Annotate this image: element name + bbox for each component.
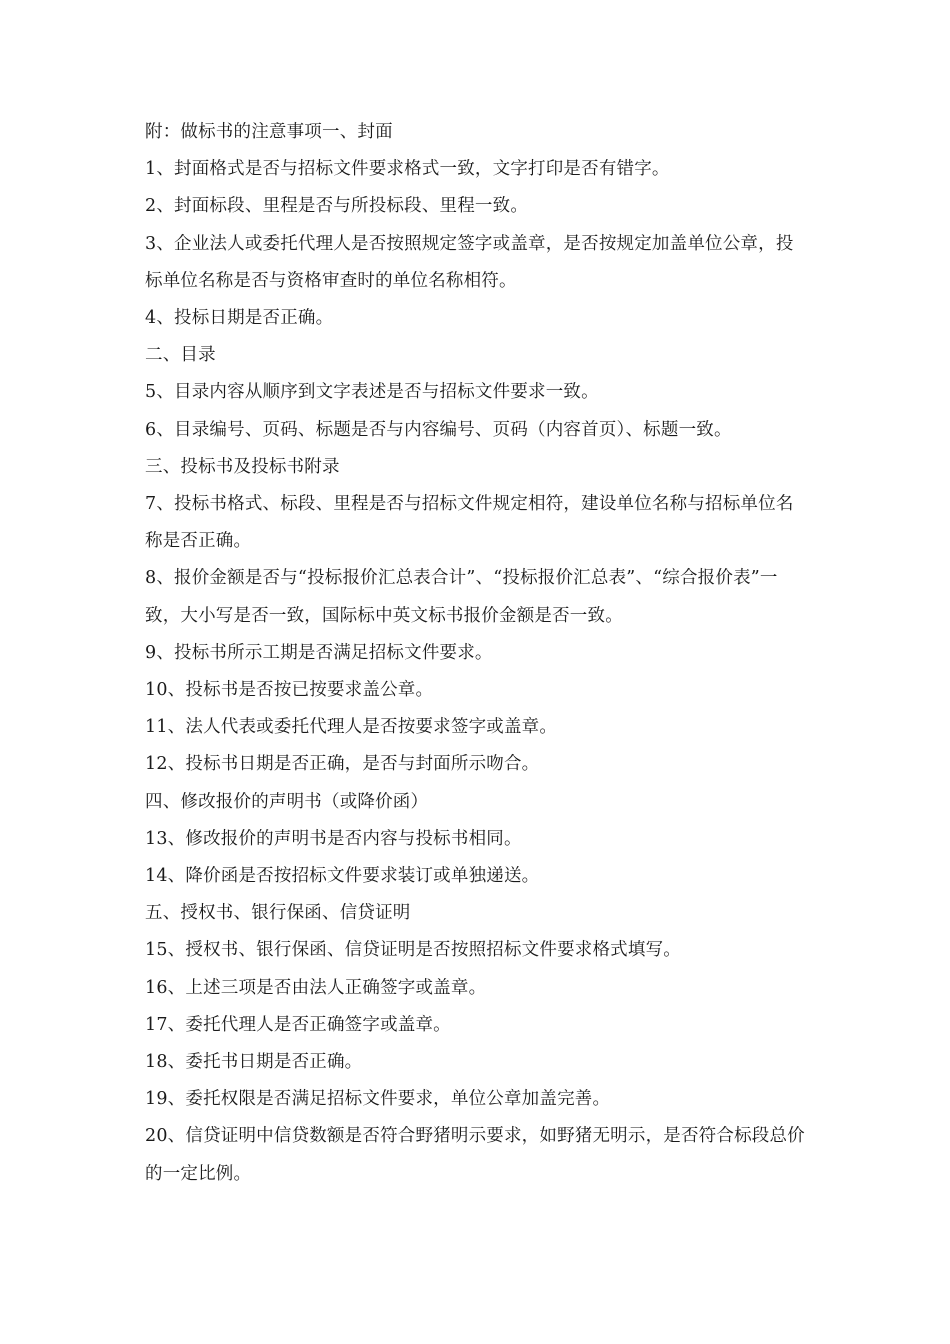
- heading-contents: 二、目录: [145, 345, 216, 366]
- heading-price-revision: 四、修改报价的声明书（或降价函）: [145, 791, 429, 812]
- item-20: 20、信贷证明中信贷数额是否符合野猪明示要求，如野猪无明示，是否符合标段总价的一定比例。: [145, 1126, 805, 1184]
- heading-bid-letter: 三、投标书及投标书附录: [145, 456, 340, 477]
- item-4: 4、投标日期是否正确。: [145, 308, 334, 329]
- heading-cover: 附：做标书的注意事项一、封面: [145, 122, 393, 142]
- item-19: 19、委托权限是否满足招标文件要求，单位公章加盖完善。: [145, 1089, 611, 1110]
- document-body: [145, 114, 810, 1193]
- item-3: 3、企业法人或委托代理人是否按照规定签字或盖章，是否按规定加盖单位公章，投标单位名称是否与资格审查时的单位名称相符。: [145, 233, 794, 291]
- item-13: 13、修改报价的声明书是否内容与投标书相同。: [145, 828, 522, 849]
- item-14: 14、降价函是否按招标文件要求装订或单独递送。: [145, 866, 540, 887]
- item-8: 8、报价金额是否与“投标报价汇总表合计”、“投标报价汇总表”、“综合报价表”一致，大小写是否一致，国际标中英文标书报价金额是否一致。: [145, 568, 778, 626]
- item-16: 16、上述三项是否由法人正确签字或盖章。: [145, 977, 487, 998]
- item-15: 15、授权书、银行保函、信贷证明是否按照招标文件要求格式填写。: [145, 940, 681, 961]
- item-1: 1、封面格式是否与招标文件要求格式一致，文字打印是否有错字。: [145, 159, 670, 180]
- item-5: 5、目录内容从顺序到文字表述是否与招标文件要求一致。: [145, 382, 599, 403]
- item-17: 17、委托代理人是否正确签字或盖章。: [145, 1014, 451, 1035]
- item-18: 18、委托书日期是否正确。: [145, 1052, 363, 1073]
- item-7: 7、投标书格式、标段、里程是否与招标文件规定相符，建设单位名称与招标单位名称是否正确。: [145, 494, 794, 552]
- item-2: 2、封面标段、里程是否与所投标段、里程一致。: [145, 196, 529, 217]
- item-12: 12、投标书日期是否正确，是否与封面所示吻合。: [145, 754, 540, 775]
- heading-authorization: 五、授权书、银行保函、信贷证明: [145, 903, 411, 924]
- item-11: 11、法人代表或委托代理人是否按要求签字或盖章。: [145, 717, 558, 738]
- item-10: 10、投标书是否按已按要求盖公章。: [145, 680, 434, 701]
- item-9: 9、投标书所示工期是否满足招标文件要求。: [145, 642, 493, 663]
- item-6: 6、目录编号、页码、标题是否与内容编号、页码（内容首页）、标题一致。: [145, 419, 732, 440]
